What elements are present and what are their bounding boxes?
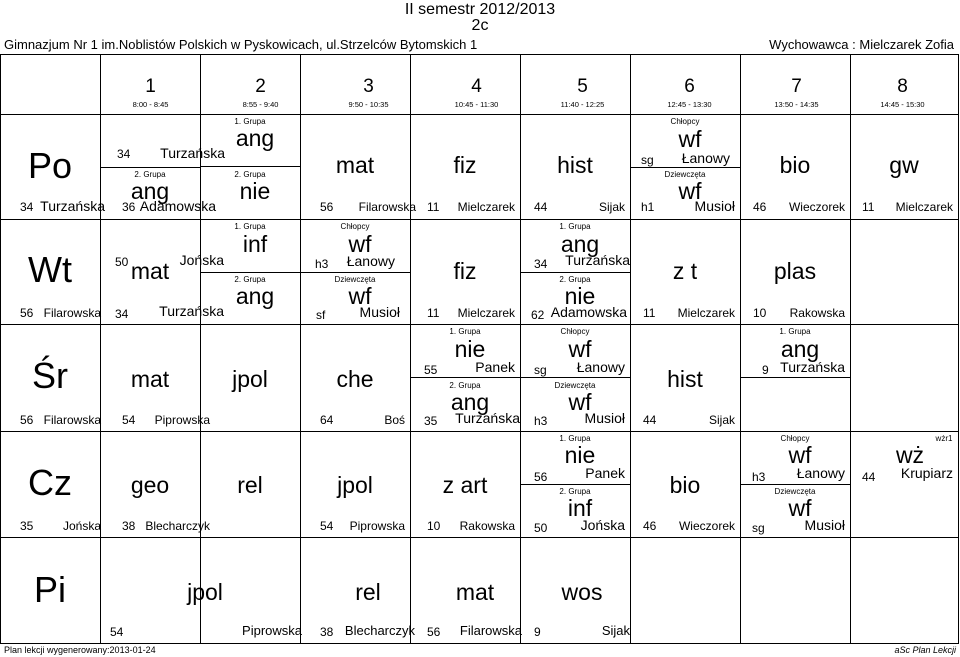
group-label: 1. Grupa: [559, 222, 591, 231]
lesson-teacher: Krupiarz: [900, 465, 953, 481]
group-label: wżr1: [935, 434, 953, 443]
class-teacher: Wychowawca : Mielczarek Zofia: [769, 37, 954, 52]
day-tuesday: Wt: [28, 249, 72, 290]
lesson-subject: wos: [561, 579, 603, 605]
group-label: Chłopcy: [340, 222, 370, 231]
lesson-subject: mat: [335, 152, 375, 178]
period-2-number: 2: [255, 76, 266, 97]
lesson-subject: mat: [130, 258, 170, 284]
lesson-teacher: Piprowska: [349, 519, 405, 533]
lesson-room: 56: [320, 200, 334, 214]
lesson-room: 54: [110, 625, 124, 639]
lesson-room: 44: [534, 200, 548, 214]
period-7-time: 13:50 - 14:35: [774, 100, 819, 109]
lesson-subject: geo: [130, 472, 170, 498]
lesson-teacher: Piprowska: [154, 413, 210, 427]
group-label: Dziewczęta: [334, 275, 376, 284]
lesson-subject: gw: [889, 152, 919, 178]
lesson-subject: hist: [557, 152, 593, 178]
lesson-teacher: Turzańska: [159, 303, 224, 319]
lesson-teacher: Adamowska: [550, 304, 627, 320]
lesson-subject: jpol: [187, 579, 223, 605]
lesson-teacher: Blecharczyk: [344, 623, 415, 638]
lesson-teacher: Łanowy: [681, 150, 730, 166]
class-title: 2c: [471, 17, 489, 34]
lesson-room: h3: [752, 470, 766, 484]
brand-label: aSc Plan Lekcji: [894, 645, 956, 655]
lesson-subject: z t: [672, 258, 698, 284]
lesson-room: 34: [117, 147, 131, 161]
lesson-room: 62: [531, 308, 545, 322]
period-7-number: 7: [791, 76, 802, 97]
lesson-subject: fiz: [453, 258, 477, 284]
lesson-subject: nie: [564, 442, 596, 468]
lesson-teacher: Łanowy: [576, 359, 625, 375]
lesson-room: 11: [427, 306, 440, 320]
lesson-teacher: Musioł: [584, 410, 625, 426]
lesson-room: 50: [115, 255, 129, 269]
day-monday: Po: [27, 145, 73, 186]
group-label: 2. Grupa: [559, 275, 591, 284]
lesson-room: 38: [320, 625, 334, 639]
lesson-subject: hist: [667, 366, 703, 392]
group-label: Dziewczęta: [554, 381, 596, 390]
lesson-subject: wf: [568, 336, 592, 362]
lesson-teacher: Piprowska: [242, 623, 302, 638]
lesson-room: 11: [427, 200, 440, 214]
period-4-number: 4: [471, 76, 482, 97]
lesson-room: 10: [753, 306, 767, 320]
period-1-time: 8:00 - 8:45: [132, 100, 169, 109]
lesson-subject: nie: [564, 283, 596, 309]
lesson-teacher: Musioł: [804, 517, 845, 533]
lesson-subject: ang: [450, 389, 490, 415]
lesson-teacher: Mielczarek: [895, 200, 953, 214]
group-label: 2. Grupa: [234, 170, 266, 179]
lesson-subject: ang: [780, 336, 820, 362]
lesson-room: 44: [643, 413, 657, 427]
lesson-teacher: Jońska: [580, 517, 625, 533]
group-label: 2. Grupa: [134, 170, 166, 179]
lesson-room: 34: [115, 307, 129, 321]
lesson-teacher: Turzańska: [40, 198, 105, 214]
lesson-room: h3: [534, 414, 548, 428]
lesson-subject: ang: [130, 178, 170, 204]
lesson-teacher: Boś: [384, 413, 405, 427]
lesson-subject: wf: [568, 389, 592, 415]
period-4-time: 10:45 - 11:30: [454, 100, 499, 109]
lesson-room: 35: [20, 519, 34, 533]
lesson-subject: plas: [773, 258, 817, 284]
period-3-number: 3: [363, 76, 374, 97]
lesson-room: 64: [320, 413, 334, 427]
lesson-room: 10: [427, 519, 441, 533]
lesson-room: 11: [862, 200, 875, 214]
lesson-subject: wf: [788, 495, 812, 521]
lesson-room: h1: [641, 200, 655, 214]
lesson-teacher: Wieczorek: [788, 200, 845, 214]
lesson-subject: wf: [678, 178, 702, 204]
day-wednesday: Śr: [32, 355, 68, 396]
lesson-subject: wf: [348, 283, 372, 309]
group-label: Chłopcy: [670, 117, 700, 126]
lesson-room: 35: [424, 414, 438, 428]
lesson-room: sg: [534, 363, 547, 377]
period-5-time: 11:40 - 12:25: [560, 100, 605, 109]
lesson-subject: z art: [442, 472, 488, 498]
group-label: 2. Grupa: [234, 275, 266, 284]
period-6-time: 12:45 - 13:30: [667, 100, 712, 109]
period-8-number: 8: [897, 76, 908, 97]
lesson-teacher: Panek: [585, 465, 625, 481]
lesson-room: 34: [20, 200, 34, 214]
lesson-subject: jpol: [337, 472, 373, 498]
group-label: 1. Grupa: [449, 327, 481, 336]
lesson-room: sg: [752, 521, 765, 535]
lesson-subject: mat: [455, 579, 495, 605]
lesson-teacher: Sijak: [598, 200, 625, 214]
day-thursday: Cz: [28, 462, 72, 503]
lesson-subject: nie: [454, 336, 486, 362]
lesson-subject: fiz: [453, 152, 477, 178]
lesson-subject: bio: [779, 152, 811, 178]
lesson-teacher: Filarowska: [43, 413, 101, 427]
lesson-room: 56: [427, 625, 441, 639]
lesson-teacher: Rakowska: [789, 306, 845, 320]
lesson-room: 34: [534, 257, 548, 271]
lesson-subject: ang: [235, 125, 275, 151]
period-2-time: 8:55 - 9:40: [242, 100, 279, 109]
lesson-teacher: Turzańska: [565, 252, 630, 268]
school-name: Gimnazjum Nr 1 im.Noblistów Polskich w Pyskowicach, ul.Strzelców Bytomskich 1: [4, 37, 478, 52]
group-label: 2. Grupa: [449, 381, 481, 390]
lesson-subject: inf: [242, 231, 268, 257]
group-label: Chłopcy: [780, 434, 810, 443]
lesson-subject: ang: [235, 283, 275, 309]
lesson-room: 50: [534, 521, 548, 535]
lesson-teacher: Mielczarek: [457, 200, 515, 214]
semester-title: II semestr 2012/2013: [404, 1, 556, 18]
period-8-time: 14:45 - 15:30: [880, 100, 925, 109]
group-label: 2. Grupa: [559, 487, 591, 496]
lesson-room: sf: [316, 308, 326, 322]
lesson-subject: inf: [567, 495, 593, 521]
lesson-room: 9: [534, 625, 541, 639]
lesson-room: 56: [20, 413, 34, 427]
period-1-number: 1: [145, 76, 156, 97]
lesson-teacher: Łanowy: [346, 253, 395, 269]
lesson-teacher: Łanowy: [796, 465, 845, 481]
lesson-subject: nie: [239, 178, 271, 204]
group-label: 1. Grupa: [779, 327, 811, 336]
period-3-time: 9:50 - 10:35: [348, 100, 389, 109]
lesson-teacher: Wieczorek: [678, 519, 735, 533]
lesson-teacher: Turzańska: [455, 410, 520, 426]
lesson-room: 46: [753, 200, 767, 214]
lesson-teacher: Musioł: [359, 304, 400, 320]
period-6-number: 6: [684, 76, 695, 97]
lesson-teacher: Filarowska: [358, 200, 416, 214]
lesson-teacher: Sijak: [601, 623, 630, 638]
lesson-room: 38: [122, 519, 136, 533]
group-label: 1. Grupa: [234, 117, 266, 126]
lesson-room: 9: [762, 363, 769, 377]
lesson-room: 36: [122, 200, 136, 214]
lesson-subject: bio: [669, 472, 701, 498]
lesson-teacher: Turzańska: [160, 145, 225, 161]
lesson-teacher: Turzańska: [780, 359, 845, 375]
group-label: Dziewczęta: [774, 487, 816, 496]
lesson-subject: wf: [348, 231, 372, 257]
day-friday: Pi: [33, 569, 66, 610]
generated-date: Plan lekcji wygenerowany:2013-01-24: [4, 645, 156, 655]
group-label: 1. Grupa: [559, 434, 591, 443]
lesson-teacher: Musioł: [694, 198, 735, 214]
lesson-room: 56: [534, 470, 548, 484]
lesson-subject: wf: [678, 126, 702, 152]
period-5-number: 5: [577, 76, 588, 97]
lesson-teacher: Filarowska: [459, 623, 522, 638]
lesson-teacher: Mielczarek: [677, 306, 735, 320]
lesson-subject: wż: [895, 442, 925, 468]
lesson-room: 56: [20, 306, 34, 320]
lesson-room: 55: [424, 363, 438, 377]
timetable-grid: [0, 54, 959, 644]
lesson-teacher: Filarowska: [43, 306, 101, 320]
lesson-subject: che: [336, 366, 374, 392]
group-label: Chłopcy: [560, 327, 590, 336]
lesson-teacher: Adamowska: [139, 198, 216, 214]
lesson-teacher: Rakowska: [459, 519, 515, 533]
lesson-room: 54: [320, 519, 334, 533]
group-label: 1. Grupa: [234, 222, 266, 231]
lesson-subject: mat: [130, 366, 170, 392]
lesson-teacher: Blecharczyk: [145, 519, 210, 533]
lesson-teacher: Sijak: [708, 413, 735, 427]
lesson-subject: wf: [788, 442, 812, 468]
lesson-teacher: Jońska: [62, 519, 101, 533]
lesson-teacher: Jońska: [179, 252, 224, 268]
lesson-room: 54: [122, 413, 136, 427]
lesson-room: 11: [643, 306, 656, 320]
lesson-room: h3: [315, 257, 329, 271]
lesson-teacher: Panek: [475, 359, 515, 375]
lesson-room: sg: [641, 153, 654, 167]
lesson-room: 44: [862, 470, 876, 484]
lesson-teacher: Mielczarek: [457, 306, 515, 320]
lesson-subject: ang: [560, 231, 600, 257]
group-label: Dziewczęta: [664, 170, 706, 179]
lesson-subject: rel: [237, 472, 263, 498]
lesson-subject: rel: [355, 579, 381, 605]
lesson-room: 46: [643, 519, 657, 533]
lesson-subject: jpol: [232, 366, 268, 392]
